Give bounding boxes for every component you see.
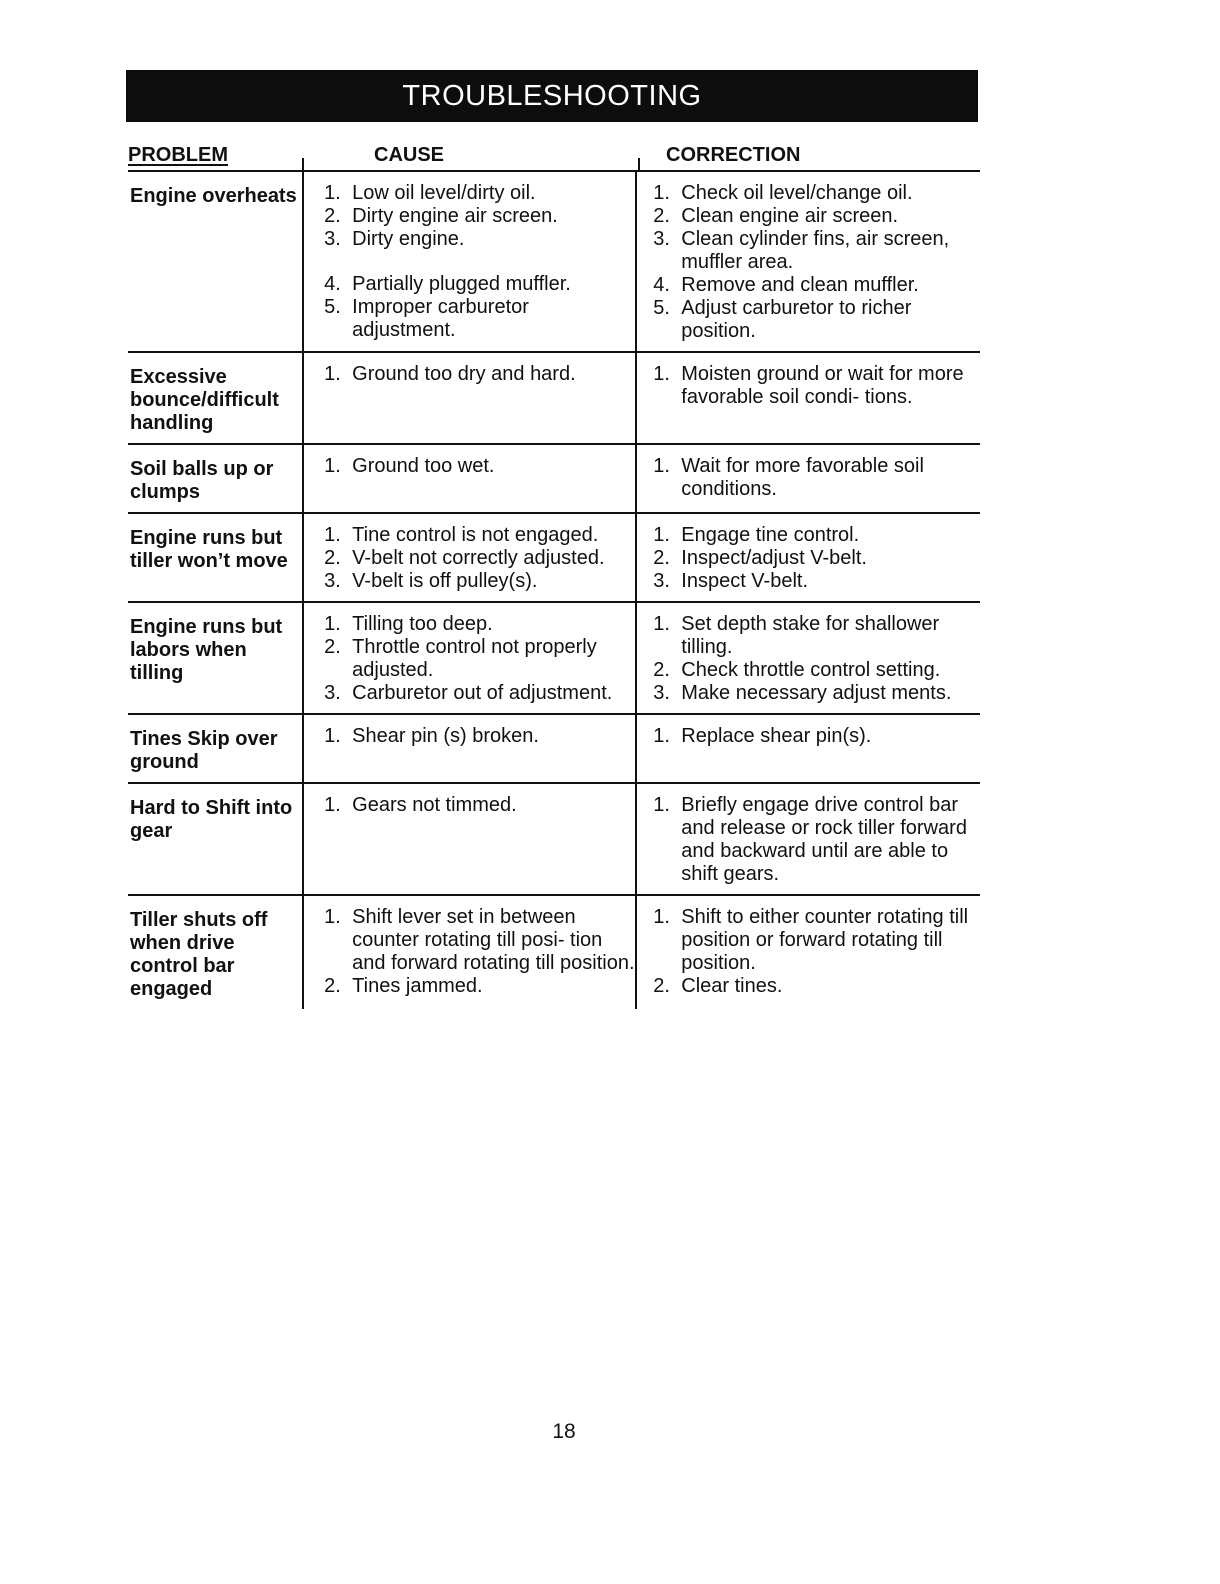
item-text: V-belt not correctly adjusted. [352,547,605,569]
problem-cell: Tines Skip over ground [130,728,278,773]
header-cause: CAUSE [374,144,445,166]
item-number: 1. [324,906,341,928]
cause-item [324,182,635,205]
item-number: 1. [653,182,670,204]
item-number: 2. [653,547,670,569]
table-header [128,142,980,172]
item-text: Engage tine control. [681,524,860,546]
item-number: 1. [324,794,341,816]
cause-item [324,613,635,636]
item-text: Improper carburetor adjustment. [352,296,529,341]
correction-item [653,547,980,570]
correction-item [653,455,980,501]
item-number: 1. [324,455,341,477]
correction-item [653,297,980,343]
item-text: Clean engine air screen. [681,205,899,227]
item-text: Shift lever set in between counter rotating till posi- tion and forward rotating till position. [352,906,635,974]
cause-cell [302,715,635,782]
problem-cell: Engine runs but labors when tilling [130,616,283,684]
cause-item [324,636,635,682]
item-text: Gears not timmed. [352,794,517,816]
table-row [128,896,980,1009]
correction-item [653,725,980,748]
correction-cell [635,514,980,601]
item-number: 5. [324,296,341,318]
item-number: 2. [324,975,341,997]
cause-item [324,682,635,705]
correction-cell [635,784,980,894]
item-text: Adjust carburetor to richer position. [681,297,912,342]
item-text: Inspect V-belt. [681,570,809,592]
item-number: 1. [324,524,341,546]
table-row [128,172,980,353]
item-number: 2. [653,659,670,681]
cause-item [324,547,635,570]
item-text: Tilling too deep. [352,613,493,635]
table-row [128,353,980,445]
item-number: 3. [653,682,670,704]
item-number: 1. [653,363,670,385]
cause-item [324,455,635,478]
item-text: Replace shear pin(s). [681,725,872,747]
item-number: 1. [653,794,670,816]
item-number: 2. [653,205,670,227]
problem-cell: Tiller shuts off when drive control bar engaged [130,909,268,1000]
correction-cell [635,445,980,512]
cause-item [324,570,635,593]
problem-cell: Hard to Shift into gear [130,797,293,842]
item-number: 3. [653,570,670,592]
item-number: 3. [324,570,341,592]
item-number: 2. [324,636,341,658]
correction-item [653,570,980,593]
cause-cell [302,784,635,894]
header-correction: CORRECTION [666,144,801,166]
table-row [128,445,980,514]
correction-item [653,794,980,886]
correction-item [653,975,980,998]
item-text: Check throttle control setting. [681,659,941,681]
cause-cell [302,896,635,1009]
cause-cell [302,353,635,443]
item-text: Ground too dry and hard. [352,363,576,385]
table-body [128,172,980,1009]
item-number: 5. [653,297,670,319]
troubleshooting-table [128,142,980,1009]
table-row [128,603,980,715]
cause-item [324,205,635,228]
item-number: 1. [653,725,670,747]
item-number: 4. [653,274,670,296]
cause-item [324,794,635,817]
item-number: 1. [653,613,670,635]
cause-cell [302,172,635,351]
problem-cell: Soil balls up or clumps [130,458,274,503]
item-number: 1. [324,613,341,635]
item-text: Throttle control not properly adjusted. [352,636,597,681]
cause-item [324,975,635,998]
table-row [128,514,980,603]
cause-item [324,273,635,296]
cause-item [324,725,635,748]
item-text: Check oil level/change oil. [681,182,913,204]
correction-cell [635,896,980,1009]
item-text: Inspect/adjust V-belt. [681,547,867,569]
problem-cell: Engine overheats [130,185,297,207]
cause-item [324,228,635,251]
problem-cell: Excessive bounce/difficult handling [130,366,279,434]
correction-cell [635,603,980,713]
correction-cell [635,353,980,443]
correction-item [653,659,980,682]
correction-item [653,524,980,547]
table-row [128,784,980,896]
item-text: Tines jammed. [352,975,483,997]
cause-item [324,296,635,342]
item-number: 3. [324,682,341,704]
item-text: Wait for more favorable soil conditions. [681,455,924,500]
item-text: Dirty engine. [352,228,465,250]
item-number: 1. [324,725,341,747]
item-text: Partially plugged muffler. [352,273,571,295]
item-number: 3. [324,228,341,250]
item-text: Briefly engage drive control bar and release or rock tiller forward and backward until are able to shift gears. [681,794,967,885]
correction-item [653,613,980,659]
item-text: Carburetor out of adjustment. [352,682,613,704]
cause-item [324,363,635,386]
item-text: Make necessary adjust ments. [681,682,952,704]
correction-cell [635,715,980,782]
item-text: Low oil level/dirty oil. [352,182,536,204]
correction-item [653,906,980,975]
problem-cell: Engine runs but tiller won’t move [130,527,288,572]
item-number: 2. [653,975,670,997]
item-number: 4. [324,273,341,295]
item-text: Clear tines. [681,975,783,997]
item-number: 1. [324,182,341,204]
item-text: Tine control is not engaged. [352,524,599,546]
cause-cell [302,603,635,713]
item-text: Set depth stake for shallower tilling. [681,613,940,658]
item-text: Ground too wet. [352,455,495,477]
item-text: Clean cylinder fins, air screen, muffler area. [681,228,950,273]
cause-cell [302,514,635,601]
title-banner [126,70,978,122]
item-number: 1. [653,906,670,928]
item-text: Moisten ground or wait for more favorable soil condi- tions. [681,363,964,408]
item-number: 2. [324,205,341,227]
page-title: TROUBLESHOOTING [402,79,702,112]
item-number: 1. [324,363,341,385]
item-text: Shift to either counter rotating till position or forward rotating till position. [681,906,969,974]
correction-cell [635,172,980,351]
correction-item [653,228,980,274]
cause-item [324,906,635,975]
header-problem: PROBLEM [128,144,228,166]
header-divider [302,158,304,170]
item-text: Shear pin (s) broken. [352,725,539,747]
table-row [128,715,980,784]
item-text: V-belt is off pulley(s). [352,570,538,592]
cause-cell [302,445,635,512]
item-text: Remove and clean muffler. [681,274,919,296]
item-number: 3. [653,228,670,250]
cause-item [324,524,635,547]
page-number: 18 [552,1420,576,1443]
correction-item [653,363,980,409]
item-number: 1. [653,524,670,546]
item-number: 2. [324,547,341,569]
correction-item [653,182,980,205]
item-text: Dirty engine air screen. [352,205,558,227]
item-number: 1. [653,455,670,477]
correction-item [653,682,980,705]
header-divider [638,158,640,170]
correction-item [653,205,980,228]
correction-item [653,274,980,297]
